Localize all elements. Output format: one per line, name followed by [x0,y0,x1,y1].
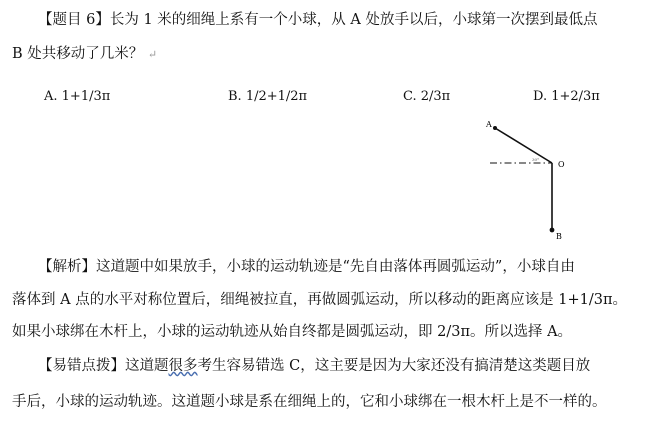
label-o: O [558,160,565,169]
question-line-1: 【题目 6】长为 1 米的细绳上系有一个小球，从 A 处放手以后，小球第一次摆到最低点 [38,12,598,28]
mistake-line-1 [38,356,590,376]
ball-at-a [493,126,497,130]
angle-label: 30° [532,157,540,162]
ball-at-b [550,228,555,233]
label-a: A [486,120,492,129]
mistake-wavy-word: 很多 [168,358,198,374]
label-b: B [556,232,562,241]
option-b: B. 1/2+1/2π [228,89,308,104]
pendulum-diagram [484,118,580,244]
option-c: C. 2/3π [403,89,451,104]
return-mark: ↵ [147,48,158,61]
mistake-line-1-post: 考生容易错选 C，这主要是因为大家还没有搞清楚这类题目放 [197,358,591,374]
mistake-line-1-pre: 【易错点拨】这道题 [38,358,169,374]
option-d: D. 1+2/3π [533,89,600,104]
option-a: A. 1+1/3π [44,89,111,104]
question-line-2 [12,44,157,65]
rope-a-to-o [495,128,552,163]
analysis-line-3: 如果小球绑在木杆上，小球的运动轨迹从始自终都是圆弧运动，即 2/3π。所以选择 A。 [12,324,573,340]
analysis-line-1: 【解析】这道题中如果放手，小球的运动轨迹是“先自由落体再圆弧运动”，小球自由 [38,259,575,275]
mistake-line-2: 手后，小球的运动轨迹。这道题小球是系在细绳上的，它和小球绑在一根木杆上是不一样的。 [12,394,607,410]
analysis-line-2: 落体到 A 点的水平对称位置后，细绳被拉直，再做圆弧运动，所以移动的距离应该是 1+1/3π。 [12,292,628,308]
question-line-2-text: B 处共移动了几米？ [12,46,144,62]
